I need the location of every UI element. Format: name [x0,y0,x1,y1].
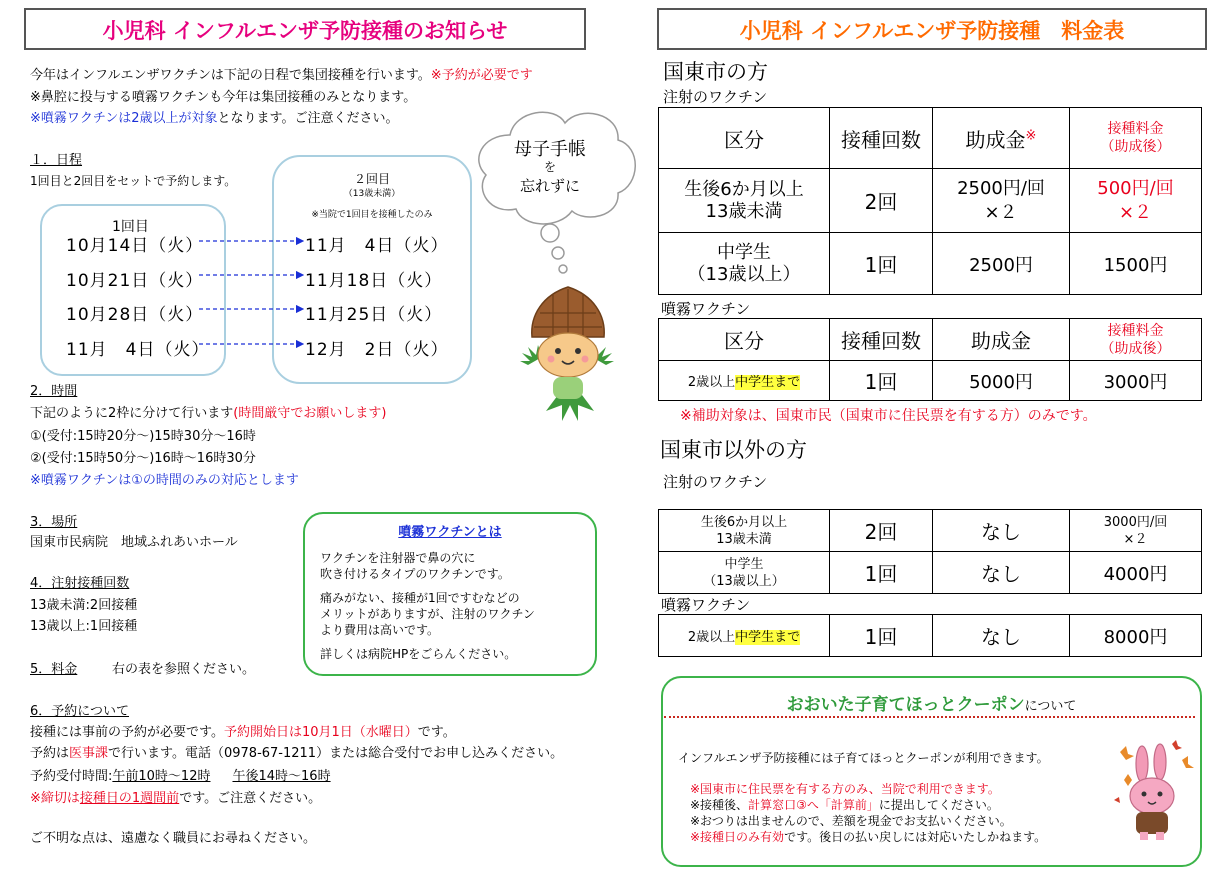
second-label: ２回目 [353,172,390,186]
reserve-line2: 予約は医事課で行います。電話（0978-67-1211）または総合受付でお申し込みください。 [30,746,564,761]
time-slot1: ①(受付:15時20分～)15時30分～16時 [30,429,256,444]
table-row [659,510,1202,552]
spray-info-p1b: 吹き付けるタイプのワクチンです。 [320,567,510,581]
time-note: ※噴霧ワクチンは①の時間のみの対応とします [30,473,299,488]
cell-fee: 3000円 [1070,361,1202,401]
table-row [659,233,1202,295]
second-date-3: 11月25日（火） [305,305,443,325]
col-subsidy: 助成金※ [933,108,1070,169]
second-note: ※当院で1回目を接種したのみ [311,210,433,220]
bubble-line1: 母子手帳 [514,139,586,160]
cell-subsidy: 2500円/回 ×２ [933,169,1070,233]
time-desc: 下記のように2枠に分けて行います(時間厳守でお願いします) [30,406,387,421]
table-header-row [659,108,1202,169]
second-date-1: 11月 4日（火） [305,236,449,256]
cell-times: 1回 [830,552,933,594]
cell-fee: 500円/回 ×２ [1070,169,1202,233]
coupon-note3: ※おつりは出ませんので、差額を現金でお支払いください。 [690,814,1012,828]
second-date-4: 12月 2日（火） [305,340,449,360]
col-fee: 接種料金 （助成後） [1070,108,1202,169]
coupon-title: おおいた子育てほっとクーポンについて [786,695,1077,715]
other-injection-table [658,509,1202,594]
other-heading: 国東市以外の方 [660,438,807,462]
cell-fee: 8000円 [1070,615,1202,657]
footer-note: ご不明な点は、遠慮なく職員にお尋ねください。 [30,831,317,846]
cell-subsidy: 2500円 [933,233,1070,295]
place-value: 国東市民病院 地域ふれあいホール [30,535,238,550]
cell-subsidy: なし [933,615,1070,657]
count-heading: 4．注射接種回数 [30,576,130,591]
city-note: ※補助対象は、国東市民（国東市に住民票を有する方）のみです。 [680,408,1097,424]
col-cat: 区分 [659,319,830,361]
other-spray-label: 噴霧ワクチン [661,596,751,614]
cell-cat: 中学生 （13歳以上） [659,233,830,295]
schedule-note: 1回目と2回目をセットで予約します。 [30,174,237,188]
cell-fee: 1500円 [1070,233,1202,295]
city-spray-table [658,318,1202,401]
table-row [659,169,1202,233]
time-heading: 2．時間 [30,384,78,399]
cell-cat: 中学生 （13歳以上） [659,552,830,594]
coupon-line1: インフルエンザ予防接種には子育てほっとクーポンが利用できます。 [678,751,1049,765]
right-title: 小児科 インフルエンザ予防接種 料金表 [739,19,1125,43]
first-date-2: 10月21日（火） [66,271,204,291]
col-cat: 区分 [659,108,830,169]
reserve-line1: 接種には事前の予約が必要です。予約開始日は10月1日（水曜日）です。 [30,725,456,740]
cell-fee: 3000円/回 ×２ [1070,510,1202,552]
cell-subsidy: なし [933,552,1070,594]
other-spray-table [658,614,1202,657]
coupon-note1: ※国東市に住民票を有する方のみ、当院で利用できます。 [690,782,1000,796]
cell-times: 1回 [830,615,933,657]
second-sub: （13歳未満） [343,189,401,199]
table-row [659,552,1202,594]
cell-times: 1回 [830,233,933,295]
place-heading: 3．場所 [30,515,78,530]
city-spray-label: 噴霧ワクチン [661,300,751,318]
time-slot2: ②(受付:15時50分～)16時～16時30分 [30,451,256,466]
cell-fee: 4000円 [1070,552,1202,594]
city-inj-label: 注射のワクチン [663,88,768,106]
bubble-line3: 忘れずに [519,177,580,195]
reserve-heading: 6．予約について [30,704,130,719]
first-date-3: 10月28日（火） [66,305,204,325]
city-injection-table [658,107,1202,295]
count-under13: 13歳未満:2回接種 [30,598,138,613]
bubble-line2: を [543,160,556,174]
intro-line1: 今年はインフルエンザワクチンは下記の日程で集団接種を行います。※予約が必要です [30,68,533,83]
table-row [659,615,1202,657]
schedule-heading: １．日程 [30,153,83,168]
other-inj-label: 注射のワクチン [663,473,768,491]
cell-cat: 生後6か月以上 13歳未満 [659,510,830,552]
coupon-note2: ※接種後、計算窓口③へ「計算前」に提出してください。 [690,798,999,812]
city-heading: 国東市の方 [663,60,768,84]
cell-subsidy: 5000円 [933,361,1070,401]
reserve-line4: ※締切は接種日の1週間前です。ご注意ください。 [30,791,322,806]
cell-cat: 生後6か月以上 13歳未満 [659,169,830,233]
left-title: 小児科 インフルエンザ予防接種のお知らせ [102,19,508,43]
cell-times: 2回 [830,169,933,233]
cell-cat: 2歳以上中学生まで [659,615,830,657]
spray-info-p2b: メリットがありますが、注射のワクチン [320,607,535,621]
intro-line2: ※鼻腔に投与する噴霧ワクチンも今年は集団接種のみとなります。 [30,90,417,105]
schedule-arrows [195,230,310,355]
first-date-1: 10月14日（火） [66,236,204,256]
table-header-row [659,319,1202,361]
col-times: 接種回数 [830,108,933,169]
reserve-line3: 予約受付時間:午前10時～12時 午後14時～16時 [30,769,331,784]
table-row [659,361,1202,401]
coupon-note4: ※接種日のみ有効です。後日の払い戻しには対応いたしかねます。 [690,830,1047,844]
fee-line: 5．料金 右の表を参照ください。 [30,662,256,677]
second-date-2: 11月18日（火） [305,271,443,291]
cell-times: 1回 [830,361,933,401]
count-over13: 13歳以上:1回接種 [30,619,138,634]
rabbit-mascot-icon [1112,740,1196,844]
spray-info-p3: 詳しくは病院HPをごらんください。 [320,647,517,661]
spray-info-p2a: 痛みがない、接種が1回ですむなどの [320,591,520,605]
intro-line3: ※噴霧ワクチンは2歳以上が対象となります。ご注意ください。 [30,111,399,126]
first-date-4: 11月 4日（火） [66,340,210,360]
first-label: 1回目 [112,219,149,235]
spray-info-p2c: より費用は高いです。 [320,623,440,637]
cell-cat: 2歳以上中学生まで [659,361,830,401]
spray-info-p1a: ワクチンを注射器で鼻の穴に [320,551,476,565]
pinecone-mascot-icon [518,285,618,425]
col-times: 接種回数 [830,319,933,361]
col-subsidy: 助成金 [933,319,1070,361]
col-fee: 接種料金 （助成後） [1070,319,1202,361]
spray-info-title: 噴霧ワクチンとは [398,525,502,540]
cell-subsidy: なし [933,510,1070,552]
cell-times: 2回 [830,510,933,552]
coupon-divider [664,716,1195,718]
